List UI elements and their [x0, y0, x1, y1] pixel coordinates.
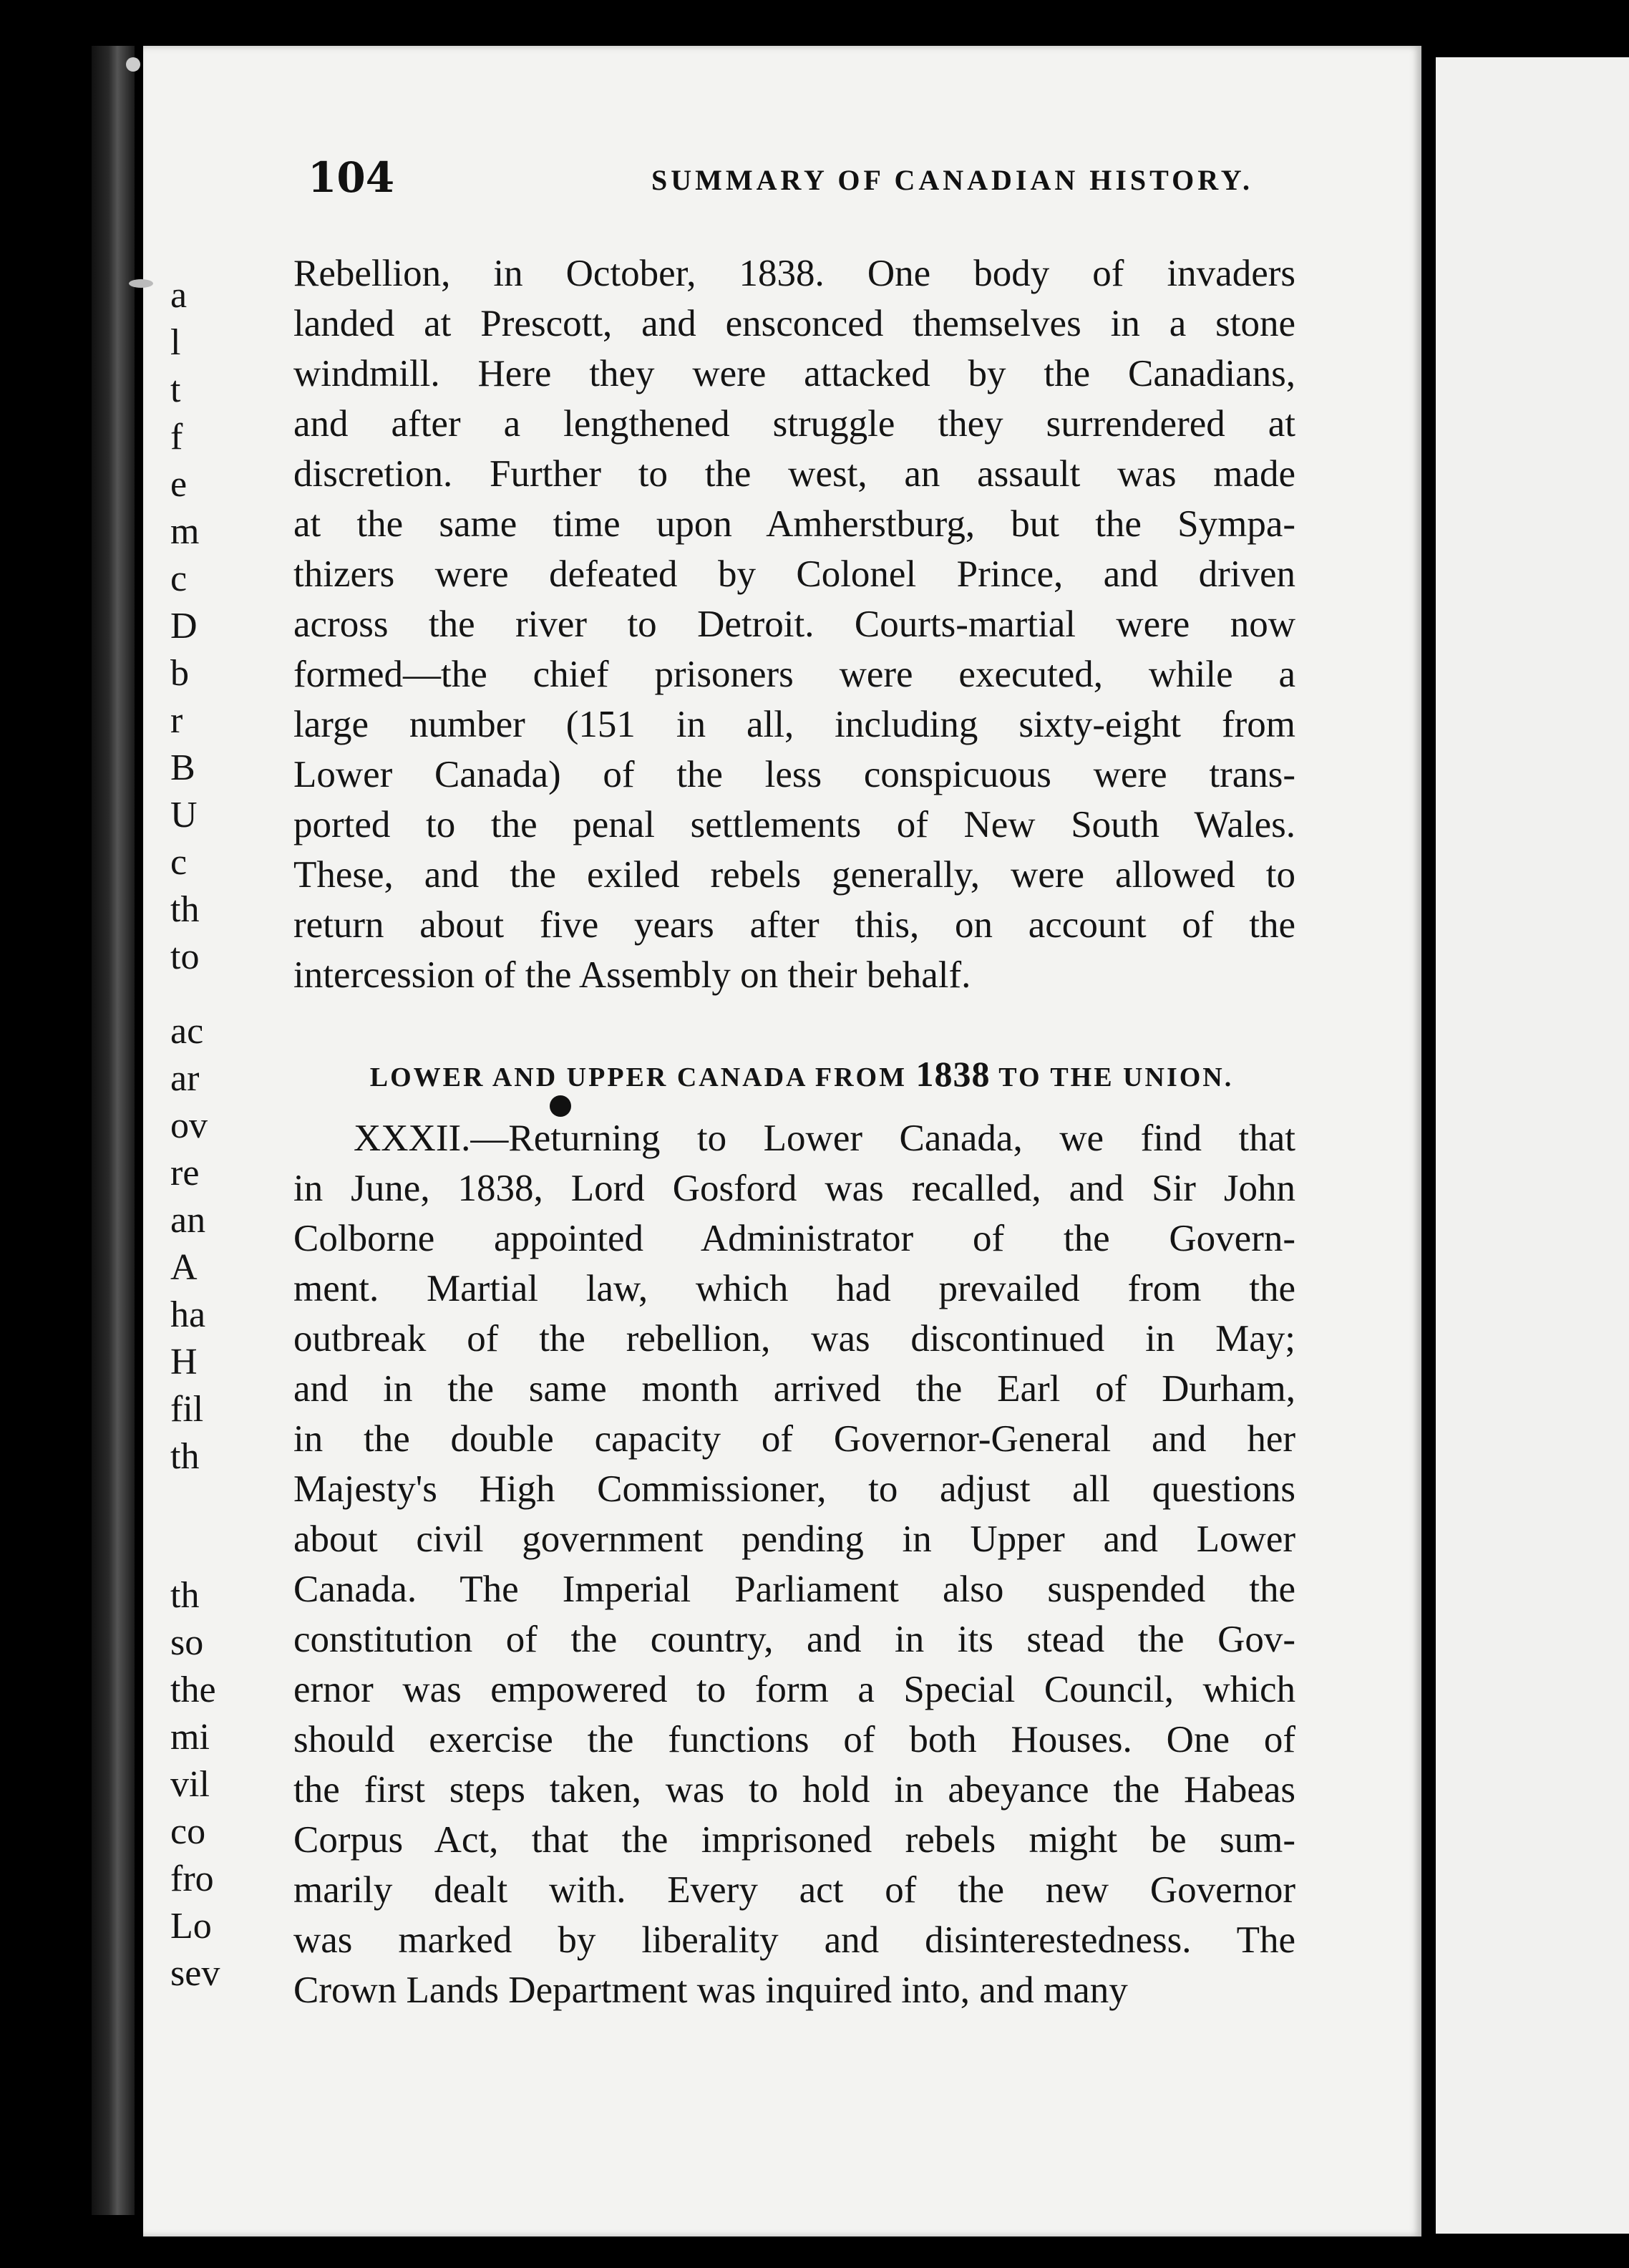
page-number: 104: [308, 153, 395, 202]
text-line: Lower Canada) of the less conspicuous were trans-: [293, 754, 1295, 795]
text-line: These, and the exiled rebels generally, were allowed to: [293, 854, 1295, 896]
section-heading-text: LOWER AND UPPER CANADA FROM: [369, 1062, 916, 1092]
text-line: marily dealt with. Every act of the new Governor: [293, 1869, 1295, 1911]
text-line: and in the same month arrived the Earl of Durham,: [293, 1368, 1295, 1410]
text-line: at the same time upon Amherstburg, but the Sympa-: [293, 503, 1295, 545]
fragment-line: c: [170, 842, 188, 883]
fragment-line: ac: [170, 1011, 204, 1052]
text-line: Canada. The Imperial Parliament also suspended the: [293, 1569, 1295, 1610]
fragment-line: ha: [170, 1294, 206, 1335]
text-line: and after a lengthened struggle they surrendered at: [293, 403, 1295, 445]
section-heading-text-end: TO THE UNION.: [990, 1062, 1234, 1092]
text-line: intercession of the Assembly on their behalf.: [293, 954, 971, 996]
fragment-line: co: [170, 1811, 206, 1852]
text-line: in June, 1838, Lord Gosford was recalled, and Sir John: [293, 1168, 1295, 1209]
text-line: XXXII.—Returning to Lower Canada, we find that: [354, 1118, 1295, 1159]
fragment-line: D: [170, 606, 198, 646]
text-line: across the river to Detroit. Courts-martial were now: [293, 604, 1295, 645]
section-heading-year: 1838: [915, 1054, 991, 1094]
text-line: outbreak of the rebellion, was discontinued in May;: [293, 1318, 1295, 1360]
text-line: the first steps taken, was to hold in abeyance the Habeas: [293, 1769, 1295, 1811]
fragment-line: e: [170, 464, 188, 505]
fragment-line: re: [170, 1153, 200, 1193]
fragment-line: m: [170, 511, 200, 552]
text-line: Colborne appointed Administrator of the Govern-: [293, 1218, 1295, 1259]
fragment-line: fro: [170, 1858, 214, 1899]
scan-speck: [129, 279, 153, 288]
fragment-line: th: [170, 889, 200, 930]
fragment-line: ov: [170, 1105, 208, 1146]
text-line: Crown Lands Department was inquired into, and many: [293, 1969, 1128, 2011]
text-line: ported to the penal settlements of New South Wales.: [293, 804, 1295, 845]
fragment-line: mi: [170, 1717, 210, 1758]
fragment-line: f: [170, 417, 183, 457]
text-line: Rebellion, in October, 1838. One body of invaders: [293, 253, 1295, 294]
text-line: should exercise the functions of both Houses. One of: [293, 1719, 1295, 1760]
text-line: ernor was empowered to form a Special Council, which: [293, 1669, 1295, 1710]
text-line: about civil government pending in Upper and Lower: [293, 1518, 1295, 1560]
ink-blot: [550, 1095, 571, 1117]
text-line: landed at Prescott, and ensconced themselves in a stone: [293, 303, 1295, 344]
text-line: formed—the chief prisoners were executed, while a: [293, 654, 1295, 695]
running-title: SUMMARY OF CANADIAN HISTORY.: [651, 164, 1253, 196]
fragment-line: th: [170, 1436, 200, 1477]
fragment-line: a: [170, 275, 188, 316]
fragment-line: r: [170, 700, 183, 741]
fragment-line: B: [170, 747, 195, 788]
fragment-line: vil: [170, 1764, 210, 1805]
fragment-line: the: [170, 1670, 216, 1710]
text-line: ment. Martial law, which had prevailed from the: [293, 1268, 1295, 1309]
fragment-line: H: [170, 1342, 198, 1382]
text-line: constitution of the country, and in its stead the Gov-: [293, 1619, 1295, 1660]
fragment-line: Lo: [170, 1906, 212, 1947]
text-line: large number (151 in all, including sixty-eight from: [293, 704, 1295, 745]
scan-speck: [126, 57, 140, 72]
fragment-line: c: [170, 558, 188, 599]
fragment-line: to: [170, 936, 200, 977]
running-head: [308, 155, 1295, 200]
right-page-edge: [1436, 57, 1629, 2234]
fragment-line: sev: [170, 1953, 220, 1994]
fragment-line: ar: [170, 1058, 200, 1099]
fragment-line: t: [170, 369, 181, 410]
text-line: windmill. Here they were attacked by the Canadians,: [293, 353, 1295, 394]
text-line: in the double capacity of Governor-General and her: [293, 1418, 1295, 1460]
text-line: discretion. Further to the west, an assault was made: [293, 453, 1295, 495]
text-line: return about five years after this, on account of the: [293, 904, 1295, 946]
fragment-line: A: [170, 1247, 198, 1288]
text-line: Corpus Act, that the imprisoned rebels might be sum-: [293, 1819, 1295, 1861]
text-line: thizers were defeated by Colonel Prince, and driven: [293, 553, 1295, 595]
text-line: was marked by liberality and disinterestedness. The: [293, 1919, 1295, 1961]
fragment-line: th: [170, 1575, 200, 1616]
text-line: Majesty's High Commissioner, to adjust all questions: [293, 1468, 1295, 1510]
book-spine-edge: [92, 46, 135, 2215]
section-heading: [315, 1051, 1288, 1097]
fragment-line: an: [170, 1200, 206, 1241]
fragment-line: l: [170, 322, 181, 363]
fragment-line: b: [170, 653, 189, 694]
fragment-line: fil: [170, 1389, 204, 1430]
fragment-line: U: [170, 795, 198, 835]
fragment-line: so: [170, 1622, 204, 1663]
